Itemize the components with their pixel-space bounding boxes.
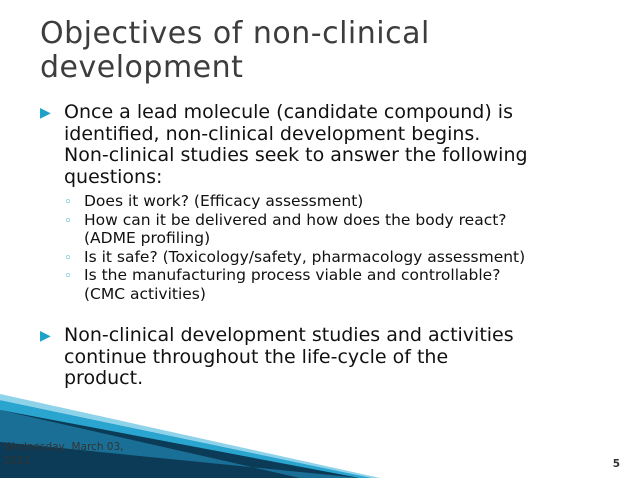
bullet-text-line: continue throughout the life-cycle of the xyxy=(64,345,449,368)
bullet-item xyxy=(40,102,630,303)
bullet-text-line: identified, non-clinical development begins. xyxy=(64,122,481,145)
sub-bullet-text: How can it be delivered and how does the body react? xyxy=(84,210,507,229)
triangle-right-icon: ▶ xyxy=(40,328,51,344)
bullet-text-line: product. xyxy=(64,367,144,389)
circle-icon: ◦ xyxy=(64,213,72,229)
sub-bullet-list xyxy=(64,192,630,303)
sub-bullet-text: (CMC activities) xyxy=(84,284,206,303)
slide-title xyxy=(40,17,600,85)
circle-icon: ◦ xyxy=(64,269,72,284)
spacer xyxy=(40,303,630,325)
slide-title-line: Objectives of non-clinical xyxy=(40,16,430,51)
sub-bullet-item xyxy=(64,211,630,248)
bullet-text-line: Non-clinical development studies and activities xyxy=(64,324,514,346)
slide-body xyxy=(40,102,630,390)
sub-bullet-item xyxy=(64,248,630,267)
sub-bullet-text: Is the manufacturing process viable and controllable? xyxy=(84,266,501,284)
sub-bullet-text: Is it safe? (Toxicology/safety, pharmacology assessment) xyxy=(84,247,526,266)
slide-title-line: development xyxy=(40,50,244,85)
sub-bullet-item xyxy=(64,266,630,303)
footer-date-line: Wednesday, March 03, xyxy=(4,441,124,453)
page-number: 5 xyxy=(612,458,620,470)
sub-bullet-item xyxy=(64,192,630,211)
bullet-text-line: Non-clinical studies seek to answer the following xyxy=(64,144,528,166)
sub-bullet-text: Does it work? (Efficacy assessment) xyxy=(84,192,364,210)
circle-icon: ◦ xyxy=(64,250,72,266)
footer-date xyxy=(4,440,134,468)
bullet-text-line: Once a lead molecule (candidate compound) is xyxy=(64,101,513,123)
circle-icon: ◦ xyxy=(64,195,72,210)
bullet-text-line: questions: xyxy=(64,165,163,188)
sub-bullet-text: (ADME profiling) xyxy=(84,229,211,247)
triangle-right-icon: ▶ xyxy=(40,105,51,121)
footer-date-line: 2021 xyxy=(4,455,31,467)
